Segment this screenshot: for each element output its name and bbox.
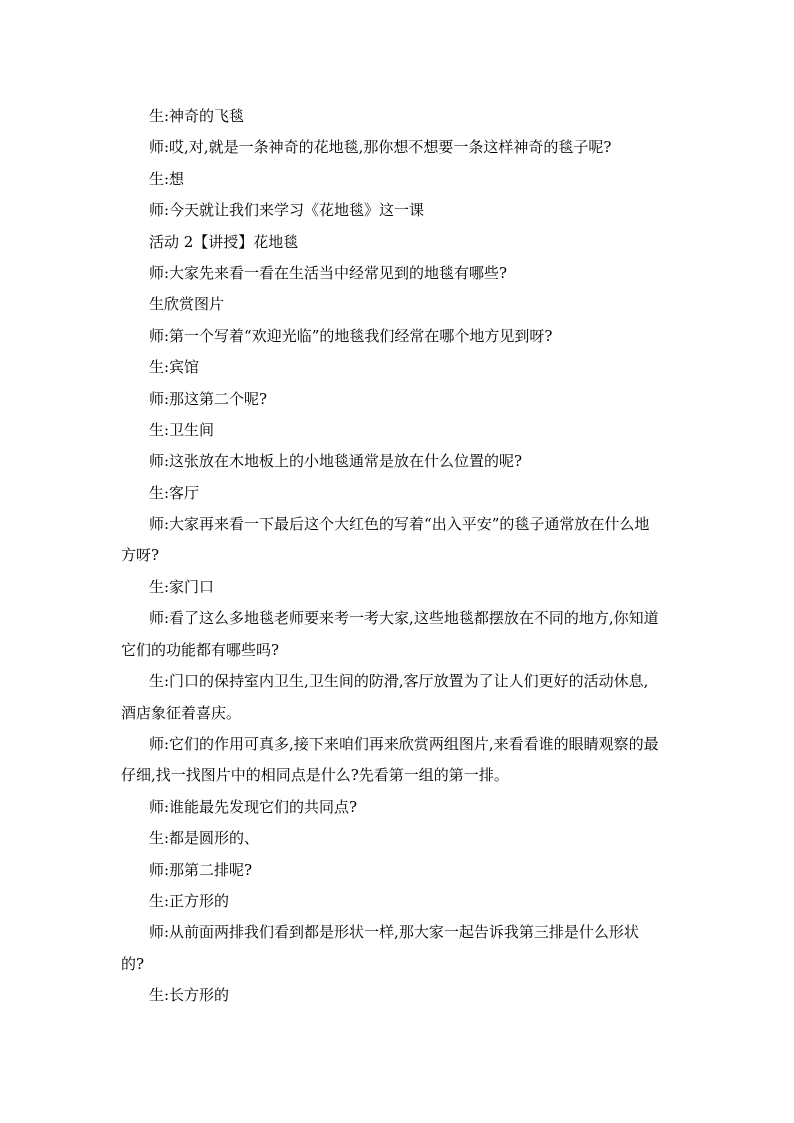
dialogue-line: 生:客厅 [149, 483, 200, 502]
dialogue-line: 生:神奇的飞毯 [149, 107, 245, 125]
dialogue-paragraph: 师:看了这么多地毯老师要来考一考大家,这些地毯都摆放在不同的地方,你知道它们的功能都有哪些吗? [121, 609, 659, 659]
dialogue-line: 师:大家先来看一看在生活当中经常见到的地毯有哪些? [149, 263, 508, 282]
dialogue-paragraph: 师:大家再来看一下最后这个大红色的写着“出入平安”的毯子通常放在什么地方呀? [121, 515, 650, 565]
document-body [121, 101, 661, 1012]
dialogue-line: 生:宾馆 [149, 358, 200, 377]
dialogue-line: 师:那这第二个呢? [149, 389, 268, 408]
dialogue-paragraph: 生:家门口 [149, 577, 215, 596]
dialogue-paragraph: 生:门口的保持室内卫生,卫生间的防滑,客厅放置为了让人们更好的活动休息,酒店象征着喜庆。 [121, 672, 649, 722]
dialogue-paragraph: 师:谁能最先发现它们的共同点? [149, 797, 358, 816]
dialogue-paragraph: 师:它们的作用可真多,接下来咱们再来欣赏两组图片,来看看谁的眼睛观察的最仔细,找一找图片中的相同点是什么?先看第一组的第一排。 [121, 734, 659, 785]
dialogue-line: 生:想 [149, 169, 185, 188]
dialogue-paragraph: 生:正方形的 [149, 891, 230, 910]
dialogue-line: 师:第一个写着“欢迎光临”的地毯我们经常在哪个地方见到呀? [149, 326, 553, 345]
dialogue-line: 生欣赏图片 [149, 295, 225, 314]
dialogue-paragraph: 师:那第二排呢? [149, 860, 253, 879]
dialogue-paragraph: 生:都是圆形的、 [149, 829, 260, 848]
dialogue-line: 师:哎,对,就是一条神奇的花地毯,那你想不想要一条这样神奇的毯子呢? [149, 138, 612, 157]
dialogue-line: 师:这张放在木地板上的小地毯通常是放在什么位置的呢? [149, 452, 523, 471]
dialogue-paragraph: 师:从前面两排我们看到都是形状一样,那大家一起告诉我第三排是什么形状的? [121, 923, 639, 973]
dialogue-line: 生:卫生间 [149, 420, 215, 439]
dialogue-paragraph: 生:长方形的 [149, 986, 230, 1005]
dialogue-line: 师:今天就让我们来学习《花地毯》这一课 [149, 201, 425, 220]
activity-heading: 活动 2【讲授】花地毯 [149, 232, 299, 251]
